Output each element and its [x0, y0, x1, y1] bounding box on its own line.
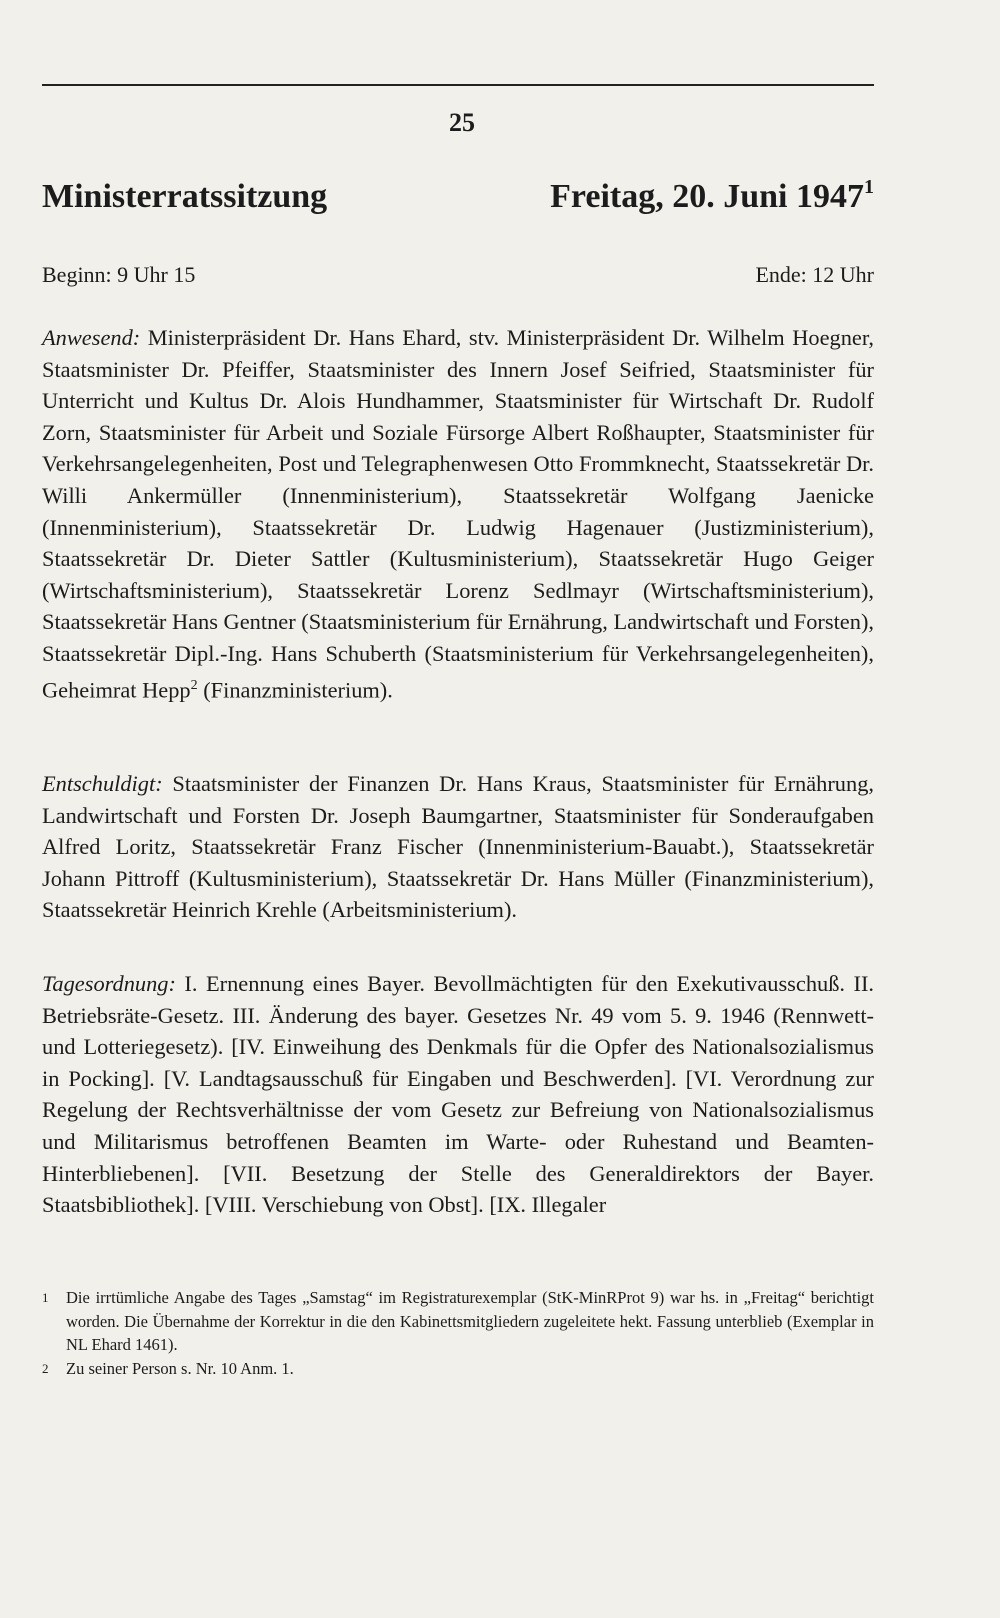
begin-time: Beginn: 9 Uhr 15: [42, 262, 196, 287]
agenda-label: Tagesordnung:: [42, 971, 176, 996]
footnote-text: Die irrtümliche Angabe des Tages „Samstag“ im Registraturexemplar (StK-MinRProt 9) war hs. in „Freitag“ berichtigt worden. Die Übernahme der Korrektur in die den Kabinettsmitgliedern zugeleitete hekt. Fassung unterblieb (Exemplar in NL Ehard 1461).: [66, 1288, 874, 1354]
footnote: [42, 1357, 874, 1381]
document-number: 25: [449, 108, 475, 137]
title-row: [42, 178, 874, 222]
agenda-text: I. Ernennung eines Bayer. Bevollmächtigten für den Exekutivausschuß. II. Betriebsräte-Gesetz. III. Änderung des bayer. Gesetzes Nr. 49 vom 5. 9. 1946 (Rennwett- und Lotteriegesetz). [IV. Einweihung des Denkmals für die Opfer des Nationalsozialismus in Pocking]. [V. Landtagsausschuß für Eingaben und Beschwerden]. [VI. Verordnung zur Regelung der Rechtsverhältnisse der vom Gesetz zur Befreiung von Nationalsozialismus und Militarismus betroffenen Beamten im Warte- oder Ruhestand und Beamten-Hinterbliebenen]. [VII. Besetzung der Stelle des Generaldirektors der Bayer. Staatsbibliothek]. [VIII. Verschiebung von Obst]. [IX. Illegaler: [42, 971, 874, 1218]
attendees-paragraph: [42, 322, 874, 706]
agenda-paragraph: [42, 968, 874, 1221]
excused-text: Staatsminister der Finanzen Dr. Hans Kraus, Staatsminister für Ernährung, Landwirtschaft und Forsten Dr. Joseph Baumgartner, Staatsminister für Sonderaufgaben Alfred Loritz, Staatssekretär Franz Fischer (Innenministerium-Bauabt.), Staatssekretär Johann Pittroff (Kultusministerium), Staatssekretär Dr. Hans Müller (Finanzministerium), Staatssekretär Heinrich Krehle (Arbeitsministerium).: [42, 771, 874, 923]
footnote: [42, 1286, 874, 1357]
excused-paragraph: [42, 768, 874, 926]
footnote-number: 1: [42, 1290, 49, 1305]
excused-label: Entschuldigt:: [42, 771, 163, 796]
attendees-text: Ministerpräsident Dr. Hans Ehard, stv. Ministerpräsident Dr. Wilhelm Hoegner, Staatsminister Dr. Pfeiffer, Staatsminister des Innern Josef Seifried, Staatsminister für Unterricht und Kultus Dr. Alois Hundhammer, Staatsminister für Wirtschaft Dr. Rudolf Zorn, Staatsminister für Arbeit und Soziale Fürsorge Albert Roßhaupter, Staatsminister für Verkehrsangelegenheiten, Post und Telegraphenwesen Otto Frommknecht, Staatssekretär Dr. Willi Ankermüller (Innenministerium), Staatssekretär Wolfgang Jaenicke (Innenministerium), Staatssekretär Dr. Ludwig Hagenauer (Justizministerium), Staatssekretär Dr. Dieter Sattler (Kultusministerium), Staatssekretär Hugo Geiger (Wirtschaftsministerium), Staatssekretär Lorenz Sedlmayr (Wirtschaftsministerium), Staatssekretär Hans Gentner (Staatsministerium für Ernährung, Landwirtschaft und Forsten), Staatssekretär Dipl.-Ing. Hans Schuberth (Staatsministerium für Verkehrsangelegenheiten), Geheimrat Hepp: [42, 325, 874, 702]
footnote-number: 2: [42, 1360, 49, 1376]
attendees-tail: (Finanzministerium).: [197, 677, 393, 702]
footnote-text: Zu seiner Person s. Nr. 10 Anm. 1.: [66, 1358, 294, 1378]
footnotes: [42, 1286, 874, 1380]
document-date: [550, 178, 874, 216]
footnote-ref-2[interactable]: 2: [190, 677, 198, 693]
document-title: Ministerratssitzung: [42, 178, 328, 215]
date-text: Freitag, 20. Juni 1947: [550, 178, 864, 215]
attendees-label: Anwesend:: [42, 325, 141, 350]
end-time: Ende: 12 Uhr: [755, 262, 874, 287]
footnote-ref-1[interactable]: 1: [864, 176, 874, 198]
header-rule: [42, 84, 874, 86]
